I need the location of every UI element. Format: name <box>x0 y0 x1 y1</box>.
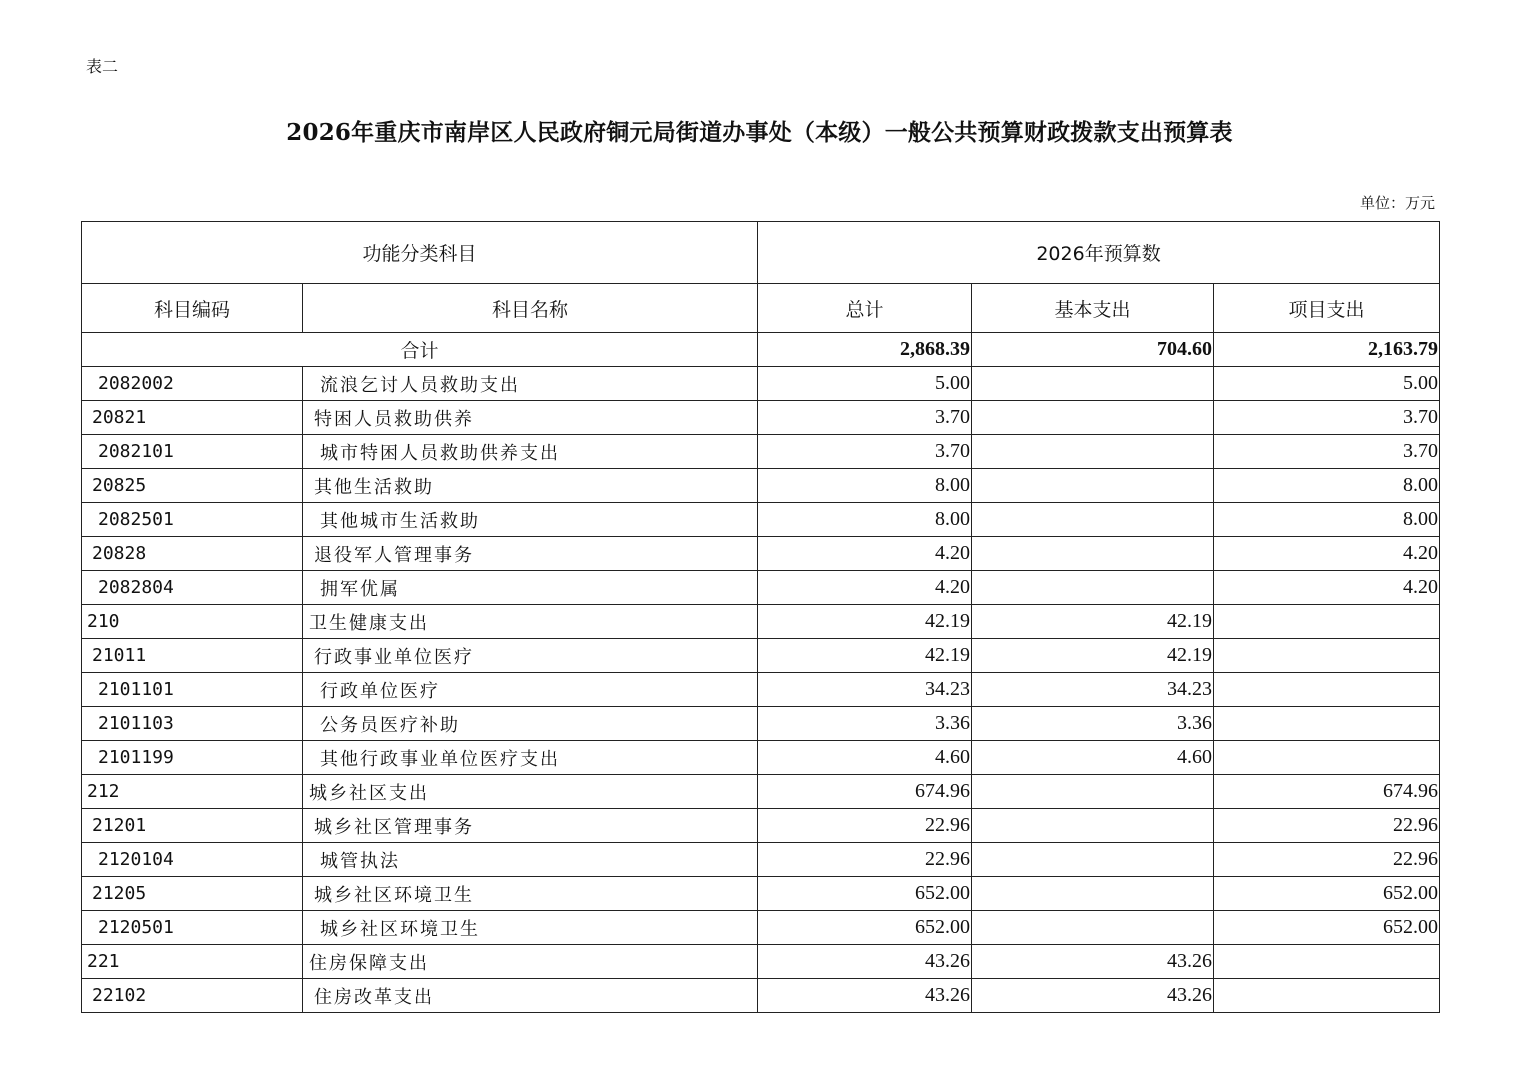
grand-total-project: 2,163.79 <box>1214 333 1440 367</box>
basic-expense-cell: 42.19 <box>972 639 1214 673</box>
table-row <box>82 707 1440 741</box>
total-cell: 3.70 <box>758 401 972 435</box>
total-cell: 42.19 <box>758 639 972 673</box>
table-number-label: 表二 <box>86 57 119 76</box>
basic-expense-cell <box>972 367 1214 401</box>
grand-total-row <box>82 333 1440 367</box>
subject-code-cell: 221 <box>82 945 303 979</box>
header-basic-expense: 基本支出 <box>972 284 1214 333</box>
subject-code-cell: 2101101 <box>82 673 303 707</box>
subject-code-cell: 2082002 <box>82 367 303 401</box>
table-row <box>82 639 1440 673</box>
table-row <box>82 809 1440 843</box>
total-cell: 652.00 <box>758 877 972 911</box>
header-project-expense: 项目支出 <box>1214 284 1440 333</box>
project-expense-cell: 22.96 <box>1214 809 1440 843</box>
project-expense-cell: 22.96 <box>1214 843 1440 877</box>
subject-code-cell: 2082804 <box>82 571 303 605</box>
total-cell: 3.70 <box>758 435 972 469</box>
subject-name-cell: 城管执法 <box>303 843 758 877</box>
header-column-row <box>82 284 1440 333</box>
total-cell: 4.20 <box>758 537 972 571</box>
header-total: 总计 <box>758 284 972 333</box>
subject-name-cell: 城乡社区环境卫生 <box>303 877 758 911</box>
basic-expense-cell: 43.26 <box>972 979 1214 1013</box>
grand-total-basic: 704.60 <box>972 333 1214 367</box>
subject-name-cell: 城乡社区支出 <box>303 775 758 809</box>
table-row <box>82 571 1440 605</box>
subject-code-cell: 2101199 <box>82 741 303 775</box>
total-cell: 8.00 <box>758 503 972 537</box>
subject-name-cell: 卫生健康支出 <box>303 605 758 639</box>
header-group-row <box>82 222 1440 284</box>
project-expense-cell: 4.20 <box>1214 571 1440 605</box>
table-row <box>82 741 1440 775</box>
subject-name-cell: 住房改革支出 <box>303 979 758 1013</box>
basic-expense-cell <box>972 401 1214 435</box>
project-expense-cell: 3.70 <box>1214 401 1440 435</box>
basic-expense-cell <box>972 537 1214 571</box>
basic-expense-cell: 42.19 <box>972 605 1214 639</box>
basic-expense-cell <box>972 775 1214 809</box>
total-cell: 22.96 <box>758 843 972 877</box>
project-expense-cell: 8.00 <box>1214 503 1440 537</box>
table-row <box>82 979 1440 1013</box>
basic-expense-cell: 34.23 <box>972 673 1214 707</box>
project-expense-cell <box>1214 639 1440 673</box>
table-row <box>82 673 1440 707</box>
subject-name-cell: 其他行政事业单位医疗支出 <box>303 741 758 775</box>
total-cell: 5.00 <box>758 367 972 401</box>
project-expense-cell: 652.00 <box>1214 877 1440 911</box>
subject-name-cell: 行政单位医疗 <box>303 673 758 707</box>
table-row <box>82 537 1440 571</box>
table-row <box>82 945 1440 979</box>
total-cell: 43.26 <box>758 979 972 1013</box>
basic-expense-cell: 3.36 <box>972 707 1214 741</box>
page-title: 2026年重庆市南岸区人民政府铜元局街道办事处（本级）一般公共预算财政拨款支出预算表 <box>286 119 1233 146</box>
subject-name-cell: 住房保障支出 <box>303 945 758 979</box>
table-row <box>82 469 1440 503</box>
basic-expense-cell: 43.26 <box>972 945 1214 979</box>
grand-total-total: 2,868.39 <box>758 333 972 367</box>
project-expense-cell <box>1214 707 1440 741</box>
subject-code-cell: 210 <box>82 605 303 639</box>
basic-expense-cell <box>972 435 1214 469</box>
header-subject-code: 科目编码 <box>82 284 303 333</box>
total-cell: 4.60 <box>758 741 972 775</box>
subject-code-cell: 2082501 <box>82 503 303 537</box>
subject-code-cell: 20821 <box>82 401 303 435</box>
project-expense-cell: 4.20 <box>1214 537 1440 571</box>
total-cell: 674.96 <box>758 775 972 809</box>
basic-expense-cell <box>972 809 1214 843</box>
project-expense-cell <box>1214 979 1440 1013</box>
subject-name-cell: 退役军人管理事务 <box>303 537 758 571</box>
total-cell: 8.00 <box>758 469 972 503</box>
header-budget-year: 2026年预算数 <box>758 222 1440 284</box>
subject-code-cell: 20828 <box>82 537 303 571</box>
total-cell: 34.23 <box>758 673 972 707</box>
project-expense-cell <box>1214 605 1440 639</box>
project-expense-cell <box>1214 741 1440 775</box>
total-cell: 22.96 <box>758 809 972 843</box>
subject-name-cell: 其他城市生活救助 <box>303 503 758 537</box>
total-cell: 42.19 <box>758 605 972 639</box>
basic-expense-cell <box>972 843 1214 877</box>
table-row <box>82 367 1440 401</box>
table-row <box>82 911 1440 945</box>
basic-expense-cell <box>972 571 1214 605</box>
subject-code-cell: 21011 <box>82 639 303 673</box>
subject-name-cell: 城乡社区环境卫生 <box>303 911 758 945</box>
subject-name-cell: 特困人员救助供养 <box>303 401 758 435</box>
project-expense-cell: 3.70 <box>1214 435 1440 469</box>
subject-code-cell: 21205 <box>82 877 303 911</box>
subject-name-cell: 行政事业单位医疗 <box>303 639 758 673</box>
project-expense-cell: 674.96 <box>1214 775 1440 809</box>
subject-code-cell: 20825 <box>82 469 303 503</box>
subject-code-cell: 2101103 <box>82 707 303 741</box>
basic-expense-cell: 4.60 <box>972 741 1214 775</box>
project-expense-cell: 652.00 <box>1214 911 1440 945</box>
basic-expense-cell <box>972 503 1214 537</box>
project-expense-cell <box>1214 673 1440 707</box>
project-expense-cell: 5.00 <box>1214 367 1440 401</box>
total-cell: 43.26 <box>758 945 972 979</box>
subject-code-cell: 21201 <box>82 809 303 843</box>
subject-name-cell: 公务员医疗补助 <box>303 707 758 741</box>
table-row <box>82 775 1440 809</box>
budget-table <box>81 221 1440 1013</box>
table-row <box>82 843 1440 877</box>
subject-name-cell: 城市特困人员救助供养支出 <box>303 435 758 469</box>
table-row <box>82 877 1440 911</box>
basic-expense-cell <box>972 877 1214 911</box>
basic-expense-cell <box>972 911 1214 945</box>
budget-table-body <box>82 222 1440 1013</box>
subject-code-cell: 2082101 <box>82 435 303 469</box>
subject-code-cell: 2120104 <box>82 843 303 877</box>
grand-total-label: 合计 <box>82 333 758 367</box>
basic-expense-cell <box>972 469 1214 503</box>
unit-label: 单位：万元 <box>1359 194 1435 212</box>
project-expense-cell: 8.00 <box>1214 469 1440 503</box>
total-cell: 3.36 <box>758 707 972 741</box>
table-row <box>82 503 1440 537</box>
table-row <box>82 435 1440 469</box>
subject-code-cell: 212 <box>82 775 303 809</box>
total-cell: 4.20 <box>758 571 972 605</box>
header-subject-name: 科目名称 <box>303 284 758 333</box>
total-cell: 652.00 <box>758 911 972 945</box>
subject-code-cell: 2120501 <box>82 911 303 945</box>
subject-name-cell: 城乡社区管理事务 <box>303 809 758 843</box>
subject-name-cell: 流浪乞讨人员救助支出 <box>303 367 758 401</box>
project-expense-cell <box>1214 945 1440 979</box>
subject-code-cell: 22102 <box>82 979 303 1013</box>
subject-name-cell: 其他生活救助 <box>303 469 758 503</box>
header-functional-classification: 功能分类科目 <box>82 222 758 284</box>
table-row <box>82 401 1440 435</box>
subject-name-cell: 拥军优属 <box>303 571 758 605</box>
table-row <box>82 605 1440 639</box>
